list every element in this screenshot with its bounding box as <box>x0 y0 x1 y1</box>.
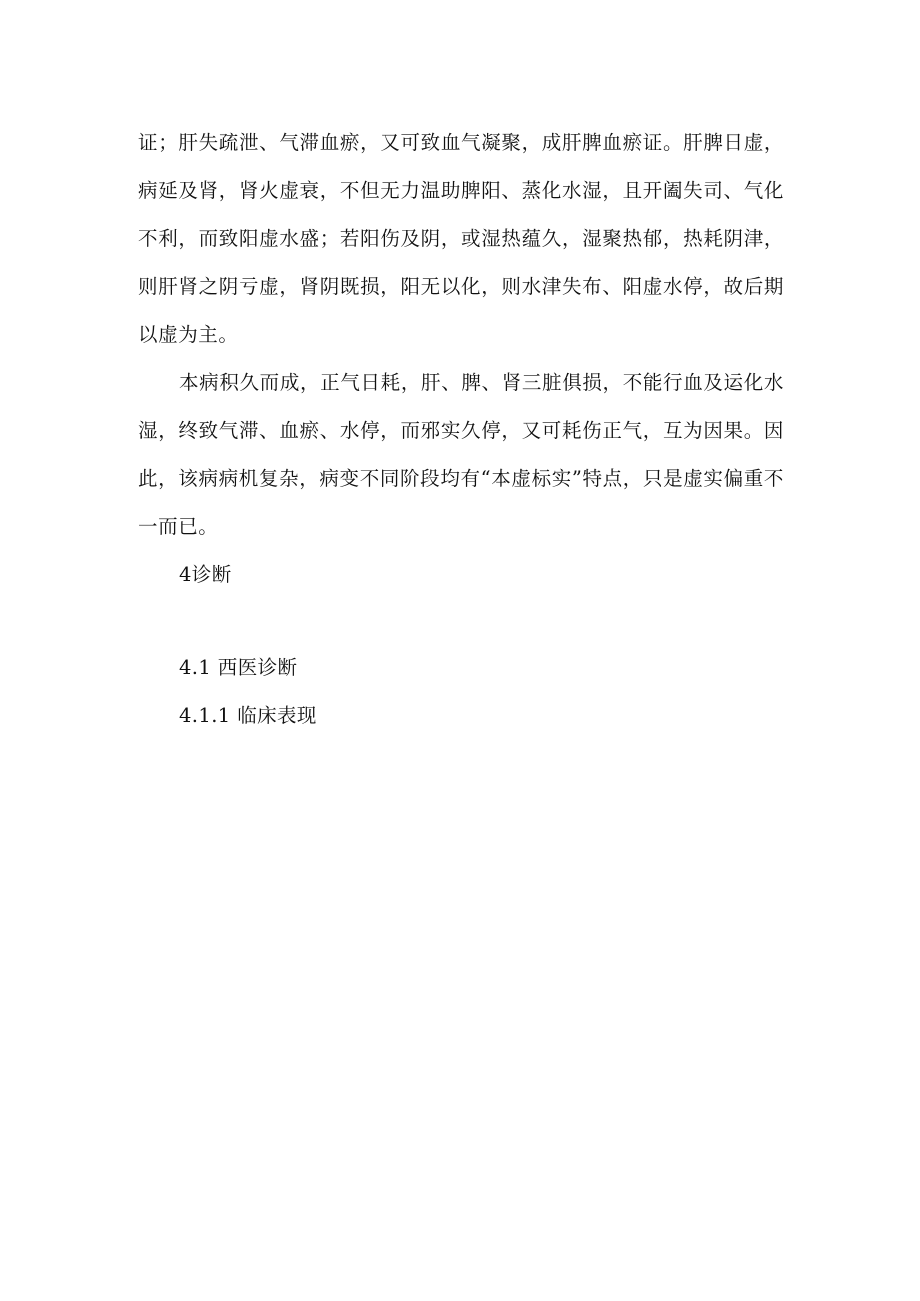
heading-section-4-1-1: 4.1.1 临床表现 <box>179 704 317 727</box>
document-body <box>138 119 784 740</box>
heading-section-4: 4诊断 <box>179 563 232 586</box>
paragraph-pathogenesis-summary: 本病积久而成，正气日耗，肝、脾、肾三脏俱损，不能行血及运化水湿，终致气滞、血瘀、水停，而邪实久停，又可耗伤正气，互为因果。因此，该病病机复杂，病变不同阶段均有“本虚标实”特点，只是虚实偏重不一而已。 <box>138 371 784 538</box>
paragraph-pathogenesis-continued: 证；肝失疏泄、气滞血瘀，又可致血气凝聚，成肝脾血瘀证。肝脾日虚，病延及肾，肾火虚衰，不但无力温助脾阳、蒸化水湿，且开阖失司、气化不利，而致阳虚水盛；若阳伤及阴，或湿热蕴久，湿聚热郁，热耗阴津，则肝肾之阴亏虚，肾阴既损，阳无以化，则水津失布、阳虚水停，故后期以虚为主。 <box>138 131 784 346</box>
heading-section-4-1: 4.1 西医诊断 <box>179 656 298 679</box>
